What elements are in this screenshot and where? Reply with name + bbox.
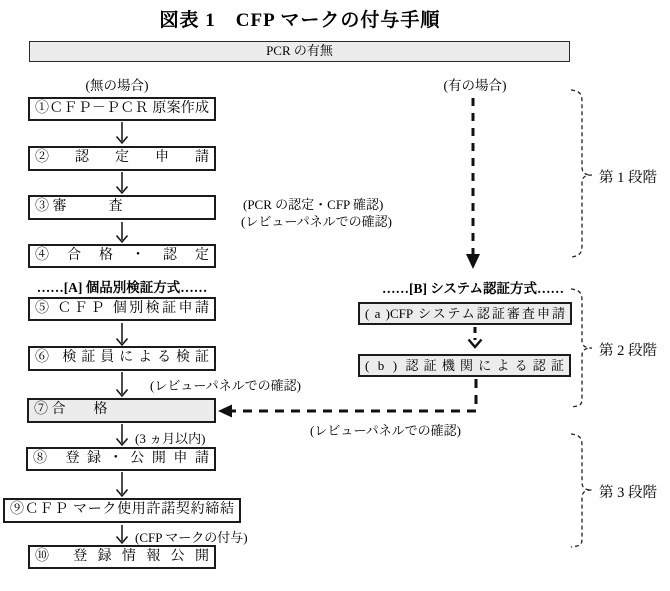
arrow-step2-step3: [117, 172, 128, 193]
arrow-step6-step7: [117, 372, 128, 396]
flow-box-1: ①ＣＦＰ－ＰＣＲ 原案作成: [28, 97, 216, 121]
flow-box-10: ⑩ 登録情報公開: [28, 545, 216, 569]
stage1-label: 第 1 段階: [599, 170, 657, 186]
flow-box-6: ⑥ 検証員による検証: [28, 346, 216, 371]
arrow-step5-step6: [117, 323, 128, 345]
annotation-review-panel-1: (レビューパネルでの確認): [241, 214, 393, 229]
annotation-pcr-check: (PCR の認定・CFP 確認): [243, 197, 384, 212]
flow-box-4: ④ 合 格 ・ 認 定: [28, 244, 216, 268]
arrow-step9-step10: [117, 525, 128, 543]
figure-title: 図表 1 CFP マークの付与手順: [159, 10, 441, 31]
arrow-step7-step8: [117, 424, 128, 445]
case-label-none: (無の場合): [85, 78, 149, 93]
flow-box-a: ( a )CFP システム認証審査申請: [358, 302, 572, 325]
annotation-three-months: (3 ヵ月以内): [135, 431, 206, 446]
annotation-review-panel-2: (レビューパネルでの確認): [150, 378, 302, 393]
stage3-label: 第 3 段階: [599, 485, 657, 501]
flow-box-8: ⑧ 登録・公開申請: [26, 447, 216, 471]
arrow-step8-step9: [117, 472, 128, 496]
section-label-b: ……[B] システム認証方式……: [381, 281, 565, 296]
dashed-arrow-a-b: [469, 327, 482, 347]
annotation-cfp-mark-grant: (CFP マークの付与): [135, 530, 248, 545]
arrow-step1-step2: [117, 122, 128, 143]
dashed-arrow-yes-case: [466, 98, 480, 269]
annotation-review-panel-3: (レビューパネルでの確認): [310, 423, 462, 438]
stage2-brace: [571, 289, 592, 407]
stage2-label: 第 2 段階: [599, 343, 657, 359]
flow-box-3: ③ 審 査: [28, 195, 216, 220]
flow-box-b: ( b ) 認証機関による認証: [358, 354, 571, 377]
section-label-a: ……[A] 個品別検証方式……: [36, 280, 208, 295]
case-label-yes: (有の場合): [443, 78, 507, 93]
flow-box-5: ⑤ ＣＦＰ 個別検証申請: [28, 297, 216, 321]
flow-box-2: ② 認 定 申 請: [28, 146, 216, 171]
stage3-brace: [571, 434, 592, 547]
flow-box-9: ⑨ＣＦＰ マーク使用許諾契約締結: [3, 498, 241, 523]
arrow-step3-step4: [117, 222, 128, 242]
flow-box-7: ⑦ 合 格: [27, 398, 216, 423]
stage1-brace: [571, 90, 592, 257]
pcr-presence-box: PCR の有無: [29, 41, 570, 62]
